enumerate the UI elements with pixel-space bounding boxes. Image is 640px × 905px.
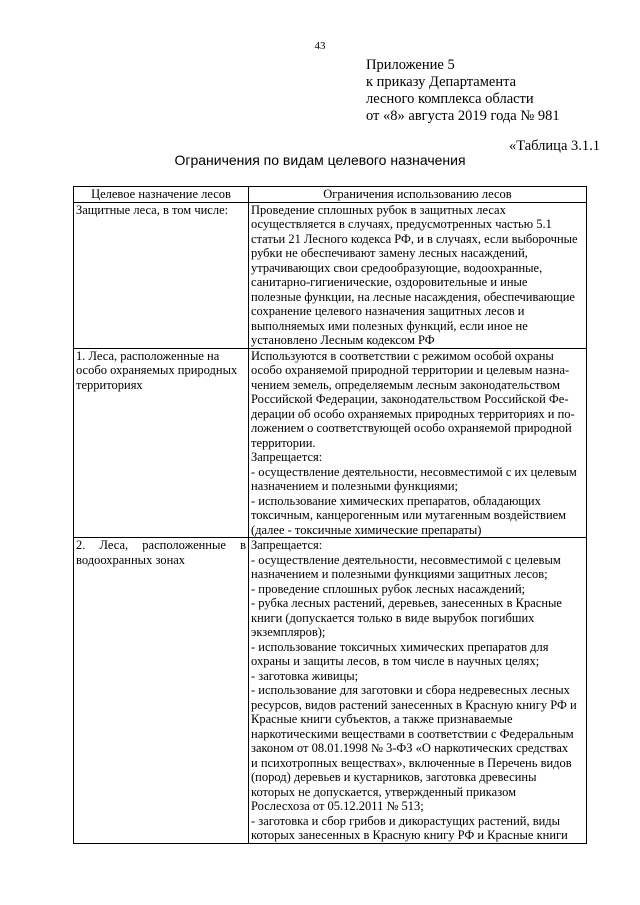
- table-row: [74, 348, 587, 538]
- restrictions-cell: [249, 538, 587, 844]
- restriction-line: - заготовка живицы;: [251, 668, 359, 683]
- appendix-line: к приказу Департамента: [366, 74, 517, 90]
- restriction-line: - заготовка и сбор грибов и дикорастущих растений, виды: [251, 813, 561, 828]
- table-label: «Таблица 3.1.1: [508, 138, 600, 154]
- appendix-line: от «8» августа 2019 года № 981: [366, 108, 560, 124]
- restriction-line: дерации об особо охраняемых природных территориях и по-: [251, 406, 575, 421]
- restriction-line: назначением и полезными функциями;: [251, 479, 458, 493]
- table-row: [74, 538, 587, 844]
- restrictions-cell: [249, 348, 587, 538]
- restriction-line: сохранение целевого назначения защитных лесов и: [251, 304, 525, 318]
- restriction-line: Российской Федерации, законодательством Российской Фе-: [251, 392, 569, 406]
- restriction-line: которых не допускается, утвержденный приказом: [251, 784, 517, 799]
- purpose-line: водоохранных зонах: [76, 552, 186, 567]
- table-row: [74, 202, 587, 348]
- restriction-line: Красные книги субъектов, а также признаваемые: [251, 712, 513, 726]
- restriction-line: рубки не обеспечивают замену лесных насаждений,: [251, 246, 528, 260]
- restriction-line: и психотропных веществах», включенные в Перечень видов: [251, 755, 572, 770]
- column-header-restrictions: Ограничения использованию лесов: [249, 187, 587, 203]
- page-number: 43: [314, 40, 326, 52]
- table-header-row: [74, 187, 587, 203]
- purpose-line: особо охраняемых природных: [76, 363, 238, 377]
- restriction-line: утрачивающих свои средообразующие, водоохранные,: [251, 260, 543, 275]
- purpose-cell: [74, 348, 249, 538]
- restriction-line: Используются в соответствии с режимом особой охраны: [251, 348, 554, 363]
- restriction-line: полезные функции, на лесные насаждения, обеспечивающие: [251, 289, 575, 304]
- restriction-line: выполняемых ими полезных функций, если иное не: [251, 318, 528, 333]
- restriction-line: назначением и полезными функциями защитных лесов;: [251, 567, 548, 581]
- restriction-line: территории.: [251, 435, 316, 450]
- restriction-line: - использование химических препаратов, обладающих: [251, 493, 541, 508]
- restriction-line: - осуществление деятельности, несовместимой с целевым: [251, 552, 561, 567]
- restrictions-table: [73, 186, 587, 844]
- restriction-line: статьи 21 Лесного кодекса РФ, и в случаях, если выборочные: [251, 231, 578, 246]
- restriction-line: - использование для заготовки и сбора недревесных лесных: [251, 683, 570, 697]
- restriction-line: - проведение сплошных рубок лесных насаждений;: [251, 581, 526, 596]
- restriction-line: наркотическими веществами в соответствии с Федеральным: [251, 726, 574, 741]
- restriction-line: экземпляров);: [251, 625, 326, 639]
- column-header-purpose: Целевое назначение лесов: [74, 187, 249, 203]
- purpose-line: территориях: [76, 377, 143, 392]
- table-title: Ограничения по видам целевого назначения: [174, 152, 466, 168]
- restriction-line: книги (допускается только в виде вырубок погибших: [251, 610, 535, 625]
- purpose-cell: [74, 538, 249, 844]
- restriction-line: Рослесхоза от 05.12.2011 № 513;: [251, 799, 424, 813]
- appendix-line: Приложение 5: [366, 57, 455, 73]
- restriction-line: Запрещается:: [251, 538, 323, 552]
- appendix-header: [366, 57, 560, 125]
- restriction-line: (пород) деревьев и кустарников, заготовка древесины: [251, 770, 537, 784]
- restriction-line: Запрещается:: [251, 450, 323, 464]
- restriction-line: (далее - токсичные химические препараты): [251, 522, 482, 537]
- restriction-line: Проведение сплошных рубок в защитных лесах: [251, 202, 506, 217]
- restriction-line: установлено Лесным кодексом РФ: [251, 333, 435, 347]
- restriction-line: законом от 08.01.1998 № 3-ФЗ «О наркотических средствах: [251, 741, 569, 755]
- restriction-line: охраны и защиты лесов, в том числе в научных целях;: [251, 654, 540, 668]
- restriction-line: особо охраняемой природной территории и целевым назна-: [251, 363, 570, 377]
- restriction-line: ресурсов, видов растений занесенных в Красную книгу РФ и: [251, 697, 577, 712]
- restriction-line: - рубка лесных растений, деревьев, занесенных в Красные: [251, 596, 562, 610]
- purpose-cell: [74, 202, 249, 348]
- restriction-line: которых занесенных в Красную книгу РФ и Красные книги: [251, 828, 568, 842]
- restriction-line: - осуществление деятельности, несовместимой с их целевым: [251, 464, 577, 479]
- purpose-line: Защитные леса, в том числе:: [76, 202, 229, 217]
- restriction-line: осуществляется в случаях, предусмотренных частью 5.1: [251, 217, 552, 231]
- restriction-line: токсичным, канцерогенным или мутагенным воздействием: [251, 508, 567, 522]
- restriction-line: ложением о соответствующей особо охраняемой природной: [251, 421, 572, 435]
- appendix-line: лесного комплекса области: [366, 91, 534, 107]
- restriction-line: - использование токсичных химических препаратов для: [251, 639, 549, 654]
- purpose-line: 1. Леса, расположенные на: [76, 348, 220, 363]
- purpose-line: 2. Леса, расположенные в: [76, 538, 246, 552]
- restrictions-cell: [249, 202, 587, 348]
- restriction-line: санитарно-гигиенические, оздоровительные и иные: [251, 275, 528, 289]
- restriction-line: чением земель, определяемым лесным законодательством: [251, 377, 561, 392]
